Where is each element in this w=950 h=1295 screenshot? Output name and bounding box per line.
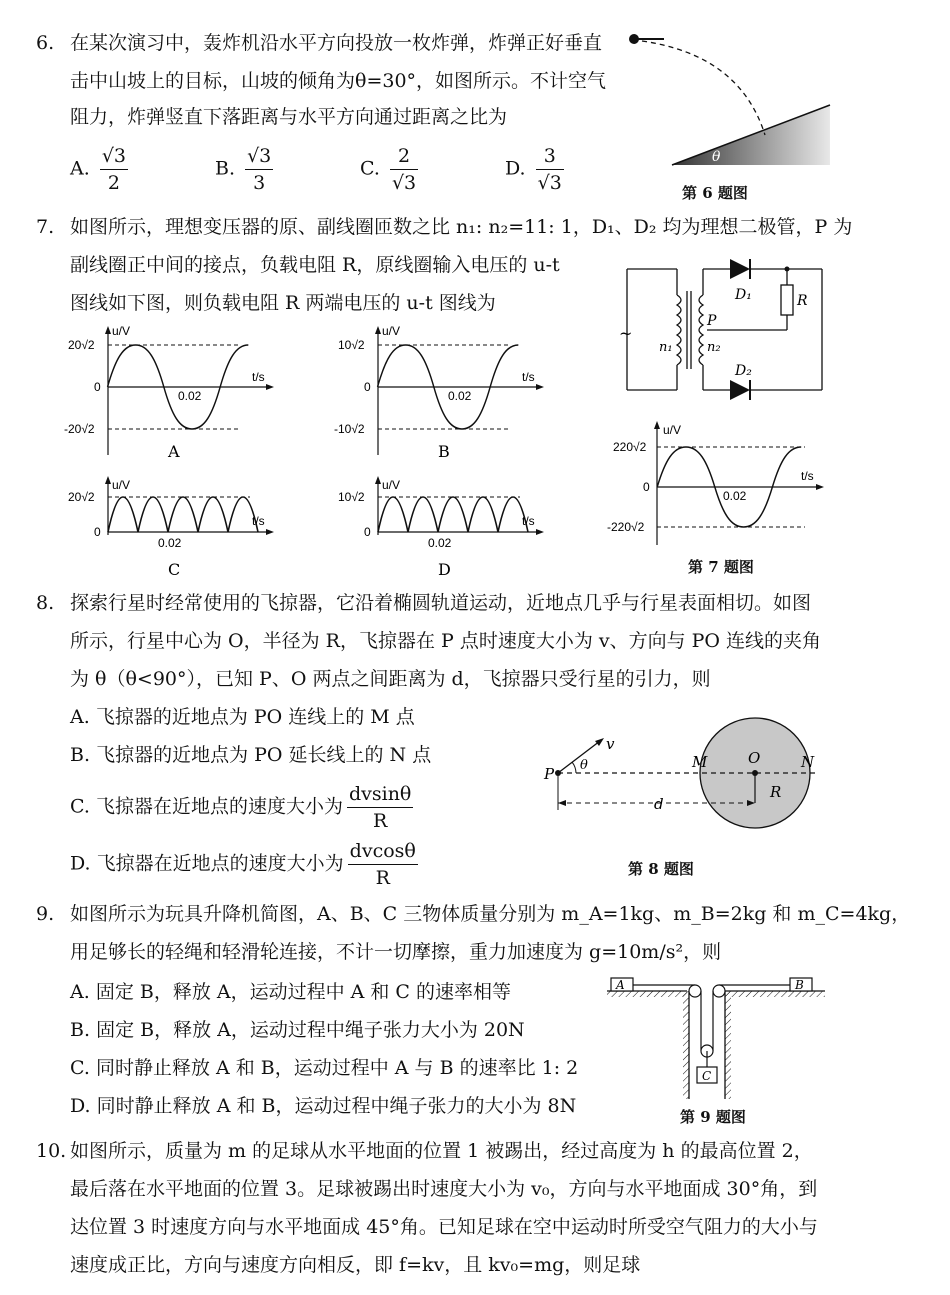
option-fraction [390, 145, 418, 194]
svg-text:B: B [438, 442, 450, 461]
q7-input-graph [605, 420, 830, 550]
q6-option-b [215, 145, 277, 194]
svg-text:-20√2: -20√2 [64, 422, 95, 436]
q8-figure-caption: 第 8 题图 [628, 860, 694, 878]
q7-number: 7. [36, 216, 55, 238]
option-text: 同时静止释放 A 和 B，运动过程中 A 与 B 的速率比 1: 2 [95, 1057, 579, 1079]
q8-line-3: 为 θ（θ<90°），已知 P、O 两点之间距离为 d，飞掠器只受行星的引力，则 [70, 668, 711, 690]
svg-text:A: A [168, 442, 180, 461]
svg-text:P: P [707, 313, 717, 329]
svg-text:220√2: 220√2 [613, 440, 647, 454]
option-text: 固定 B，释放 A，运动过程中 A 和 C 的速率相等 [95, 981, 511, 1003]
option-label: D. [70, 1095, 91, 1117]
denominator: R [373, 810, 388, 832]
numerator: 3 [536, 145, 564, 170]
q9-figure [605, 975, 830, 1100]
svg-text:t/s: t/s [522, 514, 535, 528]
q10-number: 10. [36, 1140, 67, 1162]
q10-line-4: 速度成正比，方向与速度方向相反，即 f=kv，且 kv₀=mg，则足球 [70, 1254, 641, 1276]
option-label: A. [70, 706, 90, 728]
svg-text:-220√2: -220√2 [607, 520, 645, 534]
q7-line-2: 副线圈正中间的接点，负载电阻 R，原线圈输入电压的 u-t [70, 254, 560, 276]
q7-circuit [615, 255, 835, 405]
svg-text:0: 0 [643, 480, 650, 494]
option-text: 飞掠器在近地点的速度大小为 [95, 795, 343, 818]
option-fraction [100, 145, 128, 194]
svg-text:O: O [748, 749, 761, 767]
svg-text:0.02: 0.02 [158, 536, 182, 550]
svg-text:n₂: n₂ [707, 340, 721, 355]
numerator: dvcosθ [348, 840, 418, 865]
denominator: 2 [107, 172, 120, 194]
option-label: B. [215, 157, 236, 180]
q6-figure [620, 25, 840, 175]
svg-text:0.02: 0.02 [428, 536, 452, 550]
denominator: R [375, 867, 390, 889]
denominator: 3 [253, 172, 266, 194]
svg-text:0: 0 [94, 380, 101, 394]
svg-text:u/V: u/V [112, 478, 131, 492]
numerator: dvsinθ [347, 783, 413, 808]
q8-option-d [70, 840, 422, 889]
q7-graph-d [330, 475, 550, 585]
q9-number: 9. [36, 903, 55, 925]
svg-text:N: N [801, 753, 815, 771]
velocity-arrow [558, 741, 600, 773]
svg-text:u/V: u/V [382, 324, 401, 338]
option-label: C. [70, 795, 90, 818]
option-label: C. [360, 157, 380, 180]
option-label: D. [70, 852, 91, 875]
svg-text:R: R [770, 783, 782, 801]
option-fraction [347, 783, 413, 832]
svg-text:0.02: 0.02 [448, 389, 472, 403]
q10-line-3: 达位置 3 时速度方向与水平地面成 45°角。已知足球在空中运动时所受空气阻力的大小与 [70, 1216, 818, 1238]
q6-figure-caption: 第 6 题图 [682, 184, 748, 202]
q9-line-2: 用足够长的轻绳和轻滑轮连接，不计一切摩擦，重力加速度为 g=10m/s²，则 [70, 941, 722, 963]
option-text: 固定 B，释放 A，运动过程中绳子张力大小为 20N [96, 1019, 525, 1041]
q9-option-b [70, 1021, 525, 1040]
svg-text:u/V: u/V [663, 423, 682, 437]
q8-option-b [70, 746, 431, 765]
q8-line-1: 探索行星时经常使用的飞掠器，它沿着椭圆轨道运动，近地点几乎与行星表面相切。如图 [70, 592, 812, 614]
svg-text:0: 0 [364, 380, 371, 394]
q7-line-1: 如图所示，理想变压器的原、副线圈匝数之比 n₁: n₂=11: 1，D₁、D₂ 均为理想二极管，P 为 [70, 216, 853, 238]
svg-text:t/s: t/s [252, 370, 265, 384]
option-text: 同时静止释放 A 和 B，运动过程中绳子张力的大小为 8N [96, 1095, 577, 1117]
denominator: √3 [537, 172, 562, 194]
q8-figure [540, 735, 830, 845]
svg-text:d: d [654, 795, 664, 813]
q9-option-a [70, 983, 511, 1002]
svg-text:10√2: 10√2 [338, 338, 365, 352]
theta-label: θ [712, 149, 721, 165]
svg-text:A: A [616, 978, 625, 992]
svg-text:0.02: 0.02 [178, 389, 202, 403]
q6-option-c [360, 145, 422, 194]
q9-figure-caption: 第 9 题图 [680, 1108, 746, 1126]
q8-line-2: 所示，行星中心为 O，半径为 R，飞掠器在 P 点时速度大小为 v、方向与 PO 连线的夹角 [70, 630, 822, 652]
svg-text:B: B [795, 978, 804, 992]
svg-text:C: C [168, 560, 181, 579]
option-text: 飞掠器的近地点为 PO 延长线上的 N 点 [96, 744, 432, 766]
option-label: D. [505, 157, 526, 180]
svg-text:M: M [692, 753, 708, 771]
option-label: B. [70, 1019, 91, 1041]
q9-option-d [70, 1097, 576, 1116]
q10-line-2: 最后落在水平地面的位置 3。足球被踢出时速度大小为 v₀，方向与水平地面成 30°角，到 [70, 1178, 818, 1200]
option-text: 飞掠器在近地点的速度大小为 [96, 852, 344, 875]
numerator: √3 [245, 145, 273, 170]
numerator: 2 [390, 145, 418, 170]
svg-text:v: v [606, 735, 615, 753]
q8-option-c [70, 783, 417, 832]
svg-text:0.02: 0.02 [723, 489, 747, 503]
svg-text:20√2: 20√2 [68, 490, 95, 504]
q9-option-c [70, 1059, 578, 1078]
q9-line-1: 如图所示为玩具升降机简图，A、B、C 三物体质量分别为 m_A=1kg、m_B=2kg 和 m_C=4kg， [70, 903, 911, 925]
q6-line-1: 在某次演习中，轰炸机沿水平方向投放一枚炸弹，炸弹正好垂直 [70, 32, 603, 54]
bomb-icon [629, 34, 639, 44]
option-fraction [536, 145, 564, 194]
svg-text:0: 0 [364, 525, 371, 539]
q6-line-2: 击中山坡上的目标，山坡的倾角为θ=30°，如图所示。不计空气 [70, 70, 607, 92]
svg-text:~: ~ [619, 324, 633, 343]
svg-text:C: C [702, 1069, 712, 1083]
svg-text:θ: θ [580, 758, 588, 773]
q7-figure-caption: 第 7 题图 [688, 558, 754, 576]
q6-number: 6. [36, 32, 55, 54]
svg-text:0: 0 [94, 525, 101, 539]
svg-text:D₁: D₁ [735, 287, 752, 303]
svg-text:P: P [544, 765, 555, 783]
svg-text:10√2: 10√2 [338, 490, 365, 504]
q6-option-a [70, 145, 132, 194]
q7-graph-a [60, 325, 280, 465]
option-fraction [245, 145, 273, 194]
svg-text:-10√2: -10√2 [334, 422, 365, 436]
q7-line-3: 图线如下图，则负载电阻 R 两端电压的 u-t 图线为 [70, 292, 496, 314]
option-fraction [348, 840, 418, 889]
svg-text:t/s: t/s [252, 514, 265, 528]
q7-graph-b [330, 325, 550, 465]
svg-text:t/s: t/s [801, 469, 814, 483]
option-label: A. [70, 981, 90, 1003]
svg-text:R: R [797, 293, 808, 309]
svg-text:D: D [438, 560, 451, 579]
option-text: 飞掠器的近地点为 PO 连线上的 M 点 [95, 706, 415, 728]
q7-graph-c [60, 475, 280, 585]
denominator: √3 [391, 172, 417, 194]
q8-option-a [70, 708, 415, 727]
svg-text:u/V: u/V [112, 324, 131, 338]
svg-text:D₂: D₂ [735, 363, 752, 379]
option-label: C. [70, 1057, 90, 1079]
option-label: A. [70, 157, 90, 180]
bomb-trajectory [642, 41, 765, 135]
svg-text:20√2: 20√2 [68, 338, 95, 352]
numerator: √3 [100, 145, 128, 170]
q6-option-d [505, 145, 568, 194]
q10-line-1: 如图所示，质量为 m 的足球从水平地面的位置 1 被踢出，经过高度为 h 的最高位置 2， [70, 1140, 813, 1162]
q6-line-3: 阻力，炸弹竖直下落距离与水平方向通过距离之比为 [70, 106, 508, 128]
svg-text:u/V: u/V [382, 478, 401, 492]
option-label: B. [70, 744, 91, 766]
q8-number: 8. [36, 592, 55, 614]
svg-text:t/s: t/s [522, 370, 535, 384]
svg-text:n₁: n₁ [659, 340, 673, 355]
